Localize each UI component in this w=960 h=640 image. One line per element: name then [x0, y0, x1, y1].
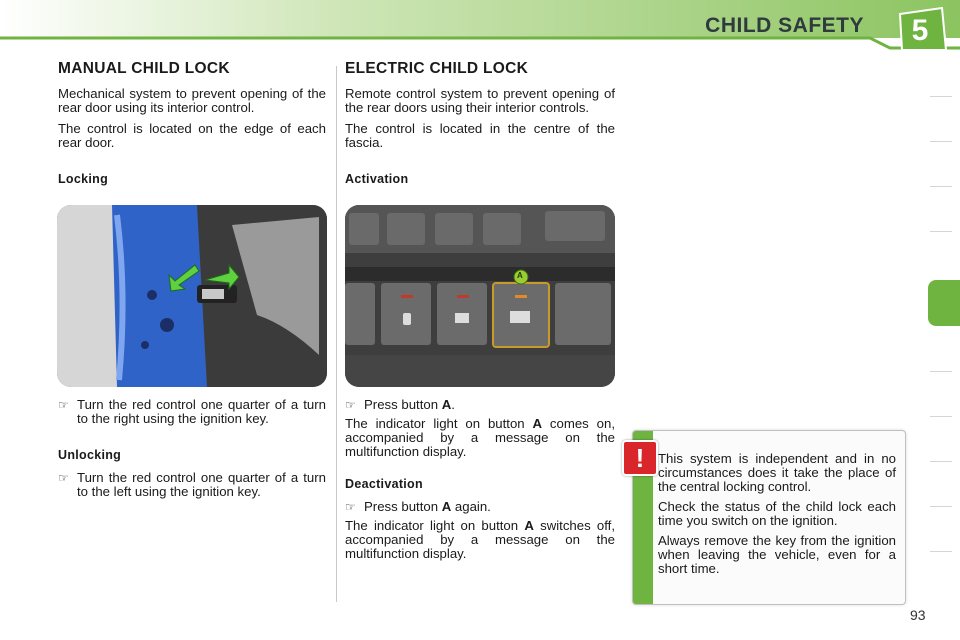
tab-divider — [930, 96, 952, 97]
door-edge-illustration — [57, 205, 327, 387]
warning-paragraph-3: Always remove the key from the ignition when leaving the vehicle, even for a short time. — [658, 533, 896, 576]
page-header — [0, 0, 960, 52]
warning-text — [658, 452, 896, 582]
deactivation-step: ☞ Press button A again. — [345, 499, 491, 514]
fascia-switch-photo — [345, 205, 615, 387]
chapter-tabs — [926, 66, 960, 576]
tab-chapter-5-active[interactable] — [928, 280, 960, 326]
electric-intro-2: The control is located in the centre of the fascia. — [345, 121, 615, 150]
unlocking-heading: Unlocking — [58, 448, 122, 462]
electric-title: ELECTRIC CHILD LOCK — [345, 60, 529, 77]
deactivation-note: The indicator light on button A switches off, accompanied by a message on the multifunction display. — [345, 518, 616, 561]
unlocking-step: ☞ Turn the red control one quarter of a turn to the left using the ignition key. — [58, 470, 326, 499]
pointing-hand-icon: ☞ — [345, 398, 356, 412]
page-number: 93 — [910, 607, 926, 623]
activation-step: ☞ Press button A. — [345, 397, 455, 412]
callout-a-label: A — [517, 271, 523, 280]
locking-heading: Locking — [58, 172, 109, 186]
door-lock-photo — [57, 205, 327, 387]
manual-intro-1: Mechanical system to prevent opening of the rear door using its interior control. — [58, 86, 326, 115]
tab-divider — [930, 186, 952, 187]
manual-title: MANUAL CHILD LOCK — [58, 60, 230, 77]
manual-child-lock-section — [58, 62, 326, 186]
warning-paragraph-1: This system is independent and in no circumstances does it take the place of the central locking control. — [658, 451, 896, 494]
tab-divider — [930, 461, 952, 462]
tab-divider — [930, 551, 952, 552]
manual-steps — [58, 398, 326, 499]
warning-exclamation-icon: ! — [622, 440, 658, 476]
pointing-hand-icon: ☞ — [58, 398, 69, 412]
manual-intro-2: The control is located on the edge of each rear door. — [58, 121, 326, 150]
column-divider — [336, 66, 337, 602]
warning-paragraph-2: Check the status of the child lock each time you switch on the ignition. — [658, 499, 896, 528]
activation-heading: Activation — [345, 172, 409, 186]
electric-intro-1: Remote control system to prevent opening of the rear doors using their interior controls. — [345, 86, 615, 115]
chapter-number: 5 — [911, 14, 929, 47]
tab-divider — [930, 416, 952, 417]
pointing-hand-icon: ☞ — [345, 500, 356, 514]
tab-divider — [930, 231, 952, 232]
chapter-title: CHILD SAFETY — [705, 14, 864, 37]
deactivation-heading: Deactivation — [345, 477, 423, 491]
electric-steps — [345, 398, 615, 568]
pointing-hand-icon: ☞ — [58, 471, 69, 485]
tab-divider — [930, 371, 952, 372]
tab-divider — [930, 141, 952, 142]
locking-step: ☞ Turn the red control one quarter of a turn to the right using the ignition key. — [58, 397, 326, 426]
activation-note: The indicator light on button A comes on, accompanied by a message on the multifunction display. — [345, 416, 615, 459]
electric-child-lock-section — [345, 62, 615, 186]
tab-divider — [930, 506, 952, 507]
fascia-switch-panel-illustration — [345, 205, 615, 387]
